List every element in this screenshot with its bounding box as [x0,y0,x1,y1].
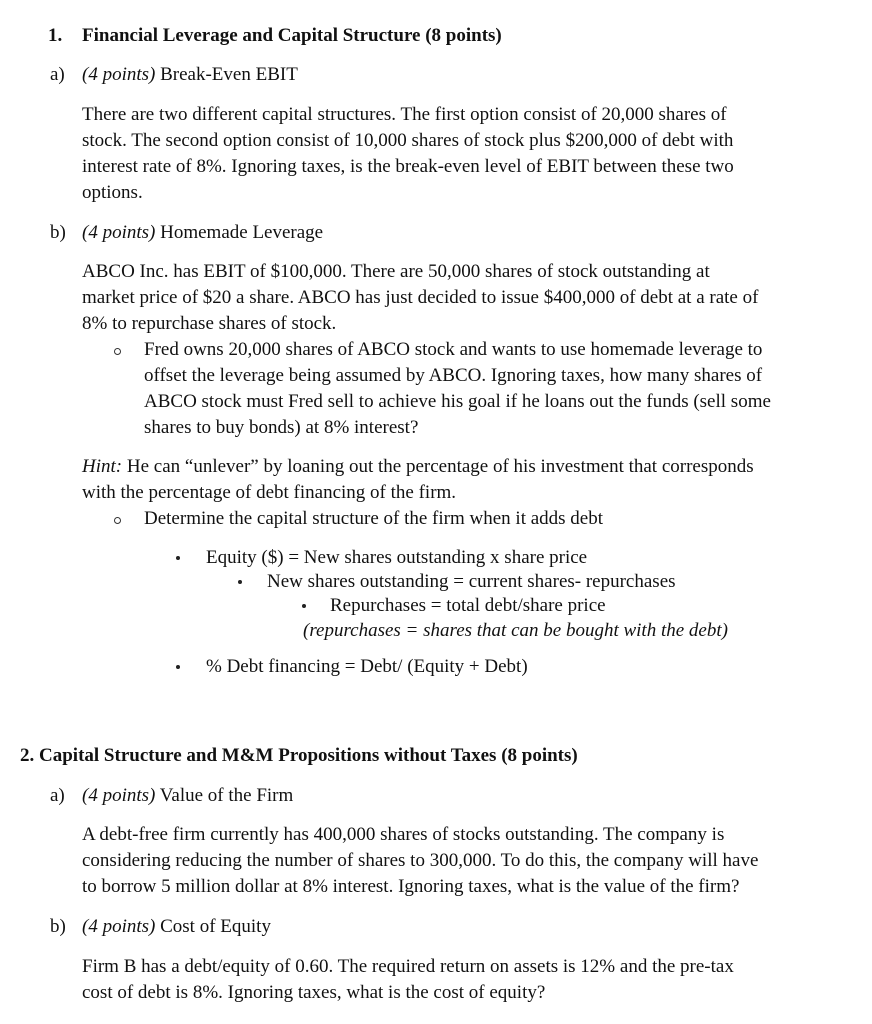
q1b-points: (4 points) [82,222,156,243]
q1b-bullet-line: shares to buy bonds) at 8% interest? [144,417,419,438]
q2a-heading [82,784,293,808]
bullet-icon [302,604,306,608]
repurchases-note: (repurchases = shares that can be bought with the debt) [303,620,728,641]
q1a-text-line: options. [82,182,143,203]
q2-title: 2. Capital Structure and M&M Propositions without Taxes (8 points) [20,745,578,766]
q1b-bullet-line: ABCO stock must Fred sell to achieve his goal if he loans out the funds (sell some [144,391,771,412]
q2b-label: b) [50,916,66,937]
q1b-topic: Homemade Leverage [160,222,324,243]
q1-title: Financial Leverage and Capital Structure (8 points) [82,25,502,46]
q2b-topic: Cost of Equity [160,916,271,937]
q1a-text-line: stock. The second option consist of 10,000 shares of stock plus $200,000 of debt with [82,130,734,151]
q1a-text-line: There are two different capital structures. The first option consist of 20,000 shares of [82,104,727,125]
q1-number: 1. [48,25,63,46]
bullet-icon [176,665,180,669]
bullet-icon [238,580,242,584]
q1a-points: (4 points) [82,64,156,85]
debt-financing-text: % Debt financing = Debt/ (Equity + Debt) [206,656,528,677]
q2a-points: (4 points) [82,785,156,806]
repurchases-text: Repurchases = total debt/share price [330,595,606,616]
q1a-topic: Break-Even EBIT [160,64,298,85]
q2a-text-line: A debt-free firm currently has 400,000 shares of stocks outstanding. The company is [82,824,725,845]
hint-line [82,455,754,479]
q2a-topic: Value of the Firm [159,785,294,806]
q1b-text-line: ABCO Inc. has EBIT of $100,000. There are 50,000 shares of stock outstanding at [82,261,710,282]
q1a-heading [82,63,298,87]
q2b-text-line: cost of debt is 8%. Ignoring taxes, what is the cost of equity? [82,982,546,1003]
q1b-bullet-line: Fred owns 20,000 shares of ABCO stock and wants to use homemade leverage to [144,339,763,360]
hint-text: He can “unlever” by loaning out the percentage of his investment that corresponds [126,456,754,477]
hint-label: Hint: [82,456,123,477]
q1b-heading [82,221,323,245]
q2b-heading [82,915,271,939]
hollow-bullet-icon [114,517,121,524]
q2a-label: a) [50,785,65,806]
hollow-bullet-icon [114,348,121,355]
q2a-text-line: to borrow 5 million dollar at 8% interest. Ignoring taxes, what is the value of the firm? [82,876,740,897]
q1a-label: a) [50,64,65,85]
q1b-label: b) [50,222,66,243]
q1b-text-line: market price of $20 a share. ABCO has just decided to issue $400,000 of debt at a rate of [82,287,759,308]
q2a-text-line: considering reducing the number of shares to 300,000. To do this, the company will have [82,850,759,871]
q1a-text-line: interest rate of 8%. Ignoring taxes, is the break-even level of EBIT between these two [82,156,734,177]
bullet-icon [176,556,180,560]
determine-text: Determine the capital structure of the firm when it adds debt [144,508,604,529]
new-shares-text: New shares outstanding = current shares- repurchases [267,571,676,592]
q1b-bullet-line: offset the leverage being assumed by ABCO. Ignoring taxes, how many shares of [144,365,763,386]
q2b-points: (4 points) [82,916,156,937]
hint-line-2: with the percentage of debt financing of the firm. [82,482,457,503]
equity-text: Equity ($) = New shares outstanding x share price [206,547,588,568]
q1b-text-line: 8% to repurchase shares of stock. [82,313,337,334]
q2b-text-line: Firm B has a debt/equity of 0.60. The required return on assets is 12% and the pre-tax [82,956,734,977]
